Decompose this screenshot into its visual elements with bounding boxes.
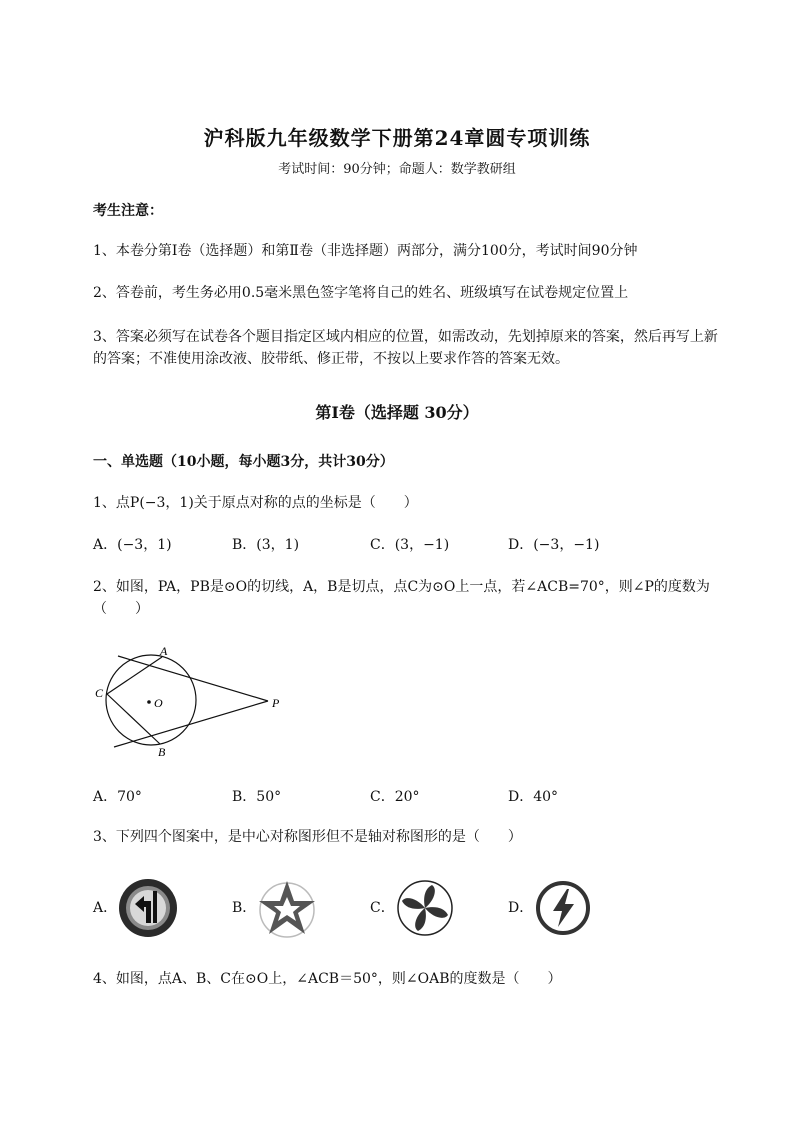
lightning-bolt-icon — [532, 877, 594, 939]
tangent-line-pa — [118, 656, 268, 701]
q2-option-c[interactable]: C．20° — [370, 789, 420, 805]
q3-option-d[interactable]: D． — [508, 877, 608, 937]
four-petal-pattern-icon — [394, 877, 456, 939]
page-title: 沪科版九年级数学下册第24章圆专项训练 — [203, 126, 591, 150]
question-3-options — [93, 877, 718, 941]
label-c: C — [95, 686, 104, 700]
notice-item-2: 2、答卷前，考生务必用0.5毫米黑色签字笔将自己的姓名、班级填写在试卷规定位置上 — [93, 285, 629, 301]
q3-option-a[interactable]: A． — [93, 877, 193, 937]
notice-item-3: 3、答案必须写在试卷各个题目指定区域内相应的位置，如需改动，先划掉原来的答案，然后再写上新的答案；不准使用涂改液、胶带纸、修正带，不按以上要求作答的答案无效。 — [93, 329, 718, 367]
q1-option-c[interactable]: C．(3，−1) — [370, 537, 450, 553]
tangent-circle-figure — [90, 644, 290, 764]
label-b: B — [158, 745, 166, 759]
question-1-options — [93, 534, 718, 556]
question-2-options — [93, 786, 718, 808]
tangent-line-pb — [114, 701, 268, 747]
turn-left-sign-icon — [117, 877, 179, 939]
q1-option-a[interactable]: A．(−3，1) — [93, 537, 172, 553]
label-a: A — [160, 644, 168, 658]
q2-option-d[interactable]: D．40° — [508, 789, 559, 805]
part-heading: 一、单选题（10小题，每小题3分，共计30分） — [93, 454, 394, 470]
question-2-stem: 2、如图，PA，PB是⊙O的切线，A，B是切点，点C为⊙O上一点，若∠ACB=70°，则∠P的度数为（ ） — [93, 579, 710, 617]
question-3-stem: 3、下列四个图案中，是中心对称图形但不是轴对称图形的是（ ） — [93, 829, 522, 845]
chord-cb — [107, 694, 160, 744]
q3-option-c[interactable]: C． — [370, 877, 470, 937]
q2-option-b[interactable]: B．50° — [232, 789, 282, 805]
center-point — [147, 700, 151, 704]
label-p: P — [272, 696, 280, 710]
question-1-stem: 1、点P(−3，1)关于原点对称的点的坐标是（ ） — [93, 495, 418, 511]
q2-option-a[interactable]: A．70° — [93, 789, 142, 805]
exam-info: 考试时间：90分钟；命题人：数学教研组 — [278, 162, 516, 177]
notice-heading: 考生注意： — [93, 203, 163, 219]
q1-option-d[interactable]: D．(−3，−1) — [508, 537, 600, 553]
chord-ca — [107, 657, 162, 694]
notice-item-1: 1、本卷分第I卷（选择题）和第Ⅱ卷（非选择题）两部分，满分100分，考试时间90分钟 — [93, 243, 638, 259]
label-o: O — [154, 696, 163, 710]
star-in-circle-icon — [256, 877, 318, 939]
section-title: 第I卷（选择题 30分） — [315, 403, 479, 422]
q1-option-b[interactable]: B．(3，1) — [232, 537, 300, 553]
question-4-stem: 4、如图，点A、B、C在⊙O上，∠ACB＝50°，则∠OAB的度数是（ ） — [93, 971, 562, 987]
q3-option-b[interactable]: B． — [232, 877, 332, 937]
